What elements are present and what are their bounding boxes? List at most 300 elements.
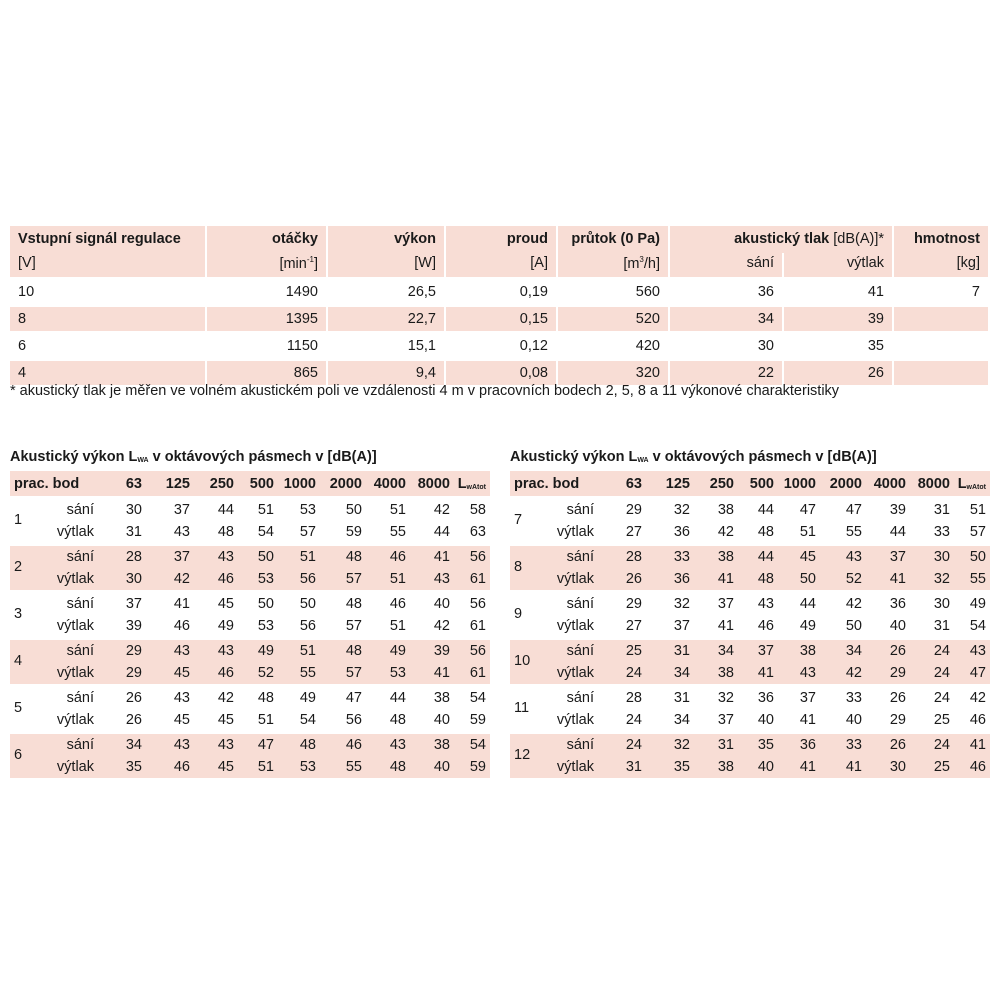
suction-value: 34: [845, 643, 862, 659]
suction-value: 44: [799, 596, 816, 612]
cell-suction: 36: [757, 284, 774, 300]
suction-value: 48: [345, 643, 362, 659]
unit-weight: [kg]: [894, 253, 988, 277]
suction-value: 43: [173, 643, 190, 659]
performance-row: [10, 361, 988, 385]
discharge-value: 52: [257, 665, 274, 681]
discharge-value: 35: [125, 759, 142, 775]
unit-suction: sání: [670, 253, 782, 277]
suction-value: 34: [125, 737, 142, 753]
discharge-value: 49: [799, 618, 816, 634]
cell-signal: 6: [18, 338, 27, 354]
operating-point-group: [10, 640, 490, 684]
discharge-value: 57: [299, 524, 316, 540]
header-flow: průtok (0 Pa): [558, 226, 668, 253]
discharge-value: 53: [257, 571, 274, 587]
cell-current: 0,19: [519, 284, 548, 300]
suction-value: 31: [673, 643, 690, 659]
suction-value: 51: [257, 502, 274, 518]
suction-value: 47: [345, 690, 362, 706]
discharge-value: 48: [389, 712, 406, 728]
operating-point-number: 10: [514, 653, 531, 669]
unit-signal: [V]: [10, 253, 205, 277]
suction-value: 42: [217, 690, 234, 706]
suction-value: 37: [717, 596, 734, 612]
suction-value: 46: [389, 596, 406, 612]
suction-value: 29: [625, 596, 642, 612]
suction-value: 51: [969, 502, 986, 518]
discharge-value: 30: [125, 571, 142, 587]
discharge-value: 25: [933, 759, 950, 775]
discharge-value: 50: [845, 618, 862, 634]
header-band: 1000: [283, 476, 316, 492]
discharge-value: 37: [717, 712, 734, 728]
suction-value: 44: [757, 549, 774, 565]
suction-value: 38: [799, 643, 816, 659]
suction-value: 49: [969, 596, 986, 612]
suction-value: 50: [969, 549, 986, 565]
cell-rpm: 1490: [285, 284, 318, 300]
cell-signal: 4: [10, 361, 205, 385]
suction-value: 24: [933, 737, 950, 753]
unit-discharge: výtlak: [784, 253, 892, 277]
header-weight: hmotnost: [894, 226, 988, 253]
discharge-line: [10, 568, 490, 590]
discharge-value: 41: [717, 571, 734, 587]
suction-label: sání: [66, 549, 94, 565]
suction-label: sání: [66, 690, 94, 706]
octave-title: [10, 449, 490, 471]
discharge-value: 29: [125, 665, 142, 681]
discharge-line: [510, 521, 990, 543]
discharge-value: 25: [933, 712, 950, 728]
performance-body: [10, 280, 988, 385]
suction-value: 54: [469, 737, 486, 753]
cell-signal: 8: [10, 307, 205, 331]
suction-value: 41: [173, 596, 190, 612]
discharge-value: 48: [389, 759, 406, 775]
suction-value: 31: [717, 737, 734, 753]
suction-value: 47: [845, 502, 862, 518]
header-point: prac. bod: [514, 476, 580, 492]
discharge-label: výtlak: [556, 571, 594, 587]
discharge-value: 46: [217, 665, 234, 681]
operating-point-group: [510, 499, 990, 543]
discharge-value: 30: [889, 759, 906, 775]
discharge-value: 44: [433, 524, 450, 540]
suction-value: 25: [625, 643, 642, 659]
octave-header-row: [510, 471, 990, 496]
suction-label: sání: [566, 549, 594, 565]
suction-value: 37: [799, 690, 816, 706]
cell-flow: 420: [635, 338, 660, 354]
operating-point-number: 4: [14, 653, 23, 669]
discharge-label: výtlak: [56, 712, 94, 728]
discharge-value: 59: [469, 712, 486, 728]
header-power: výkon: [328, 226, 444, 253]
header-band: 2000: [329, 476, 362, 492]
suction-value: 51: [299, 643, 316, 659]
suction-value: 45: [217, 596, 234, 612]
cell-power: 22,7: [328, 307, 444, 331]
suction-value: 44: [217, 502, 234, 518]
discharge-line: [10, 662, 490, 684]
suction-line: [10, 546, 490, 568]
header-band: 500: [249, 476, 274, 492]
suction-value: 39: [889, 502, 906, 518]
suction-value: 43: [173, 690, 190, 706]
suction-line: [10, 687, 490, 709]
discharge-value: 49: [217, 618, 234, 634]
suction-value: 24: [625, 737, 642, 753]
suction-value: 28: [625, 549, 642, 565]
suction-value: 33: [845, 737, 862, 753]
octave-title-sub: WA: [637, 457, 649, 464]
suction-value: 49: [299, 690, 316, 706]
cell-discharge: 26: [784, 361, 892, 385]
suction-value: 28: [625, 690, 642, 706]
suction-label: sání: [66, 643, 94, 659]
header-band: 8000: [417, 476, 450, 492]
header-band: 1000: [783, 476, 816, 492]
discharge-label: výtlak: [56, 571, 94, 587]
discharge-value: 48: [757, 524, 774, 540]
suction-value: 31: [673, 690, 690, 706]
cell-flow: 320: [558, 361, 668, 385]
suction-value: 50: [257, 596, 274, 612]
suction-value: 32: [673, 737, 690, 753]
discharge-value: 40: [889, 618, 906, 634]
discharge-value: 57: [345, 618, 362, 634]
discharge-value: 26: [625, 571, 642, 587]
header-band: 4000: [873, 476, 906, 492]
octave-title: [510, 449, 990, 471]
performance-header-row: [10, 226, 988, 253]
suction-value: 48: [257, 690, 274, 706]
discharge-value: 51: [389, 571, 406, 587]
operating-point-number: 12: [514, 747, 531, 763]
unit-rpm-pre: [min: [279, 255, 307, 272]
suction-line: [510, 546, 990, 568]
operating-point-number: 2: [14, 559, 23, 575]
suction-line: [10, 640, 490, 662]
discharge-value: 55: [845, 524, 862, 540]
discharge-value: 38: [717, 759, 734, 775]
discharge-line: [10, 615, 490, 637]
octave-table-left: [10, 449, 490, 781]
suction-value: 43: [217, 737, 234, 753]
header-total: [456, 471, 490, 496]
discharge-value: 34: [673, 712, 690, 728]
cell-rpm: 1395: [207, 307, 326, 331]
performance-row: [10, 280, 988, 304]
discharge-label: výtlak: [556, 618, 594, 634]
operating-point-group: [10, 593, 490, 637]
discharge-value: 38: [717, 665, 734, 681]
header-band: 4000: [373, 476, 406, 492]
header-band: 250: [709, 476, 734, 492]
operating-point-number: 7: [514, 512, 523, 528]
suction-label: sání: [66, 502, 94, 518]
discharge-value: 41: [433, 665, 450, 681]
cell-weight: [894, 361, 988, 385]
discharge-value: 31: [625, 759, 642, 775]
header-band: 125: [165, 476, 190, 492]
octave-title-sub: WA: [137, 457, 149, 464]
operating-point-number: 8: [514, 559, 523, 575]
header-sound-pressure-label: akustický tlak: [734, 231, 830, 247]
suction-label: sání: [566, 502, 594, 518]
footnote: * akustický tlak je měřen ve volném akustickém poli ve vzdálenosti 4 m v pracovních bodech 2, 5, 8 a 11 výkonové charakteristiky: [10, 383, 840, 399]
discharge-value: 24: [625, 665, 642, 681]
suction-label: sání: [566, 596, 594, 612]
discharge-value: 54: [257, 524, 274, 540]
discharge-value: 55: [389, 524, 406, 540]
suction-value: 41: [433, 549, 450, 565]
suction-value: 43: [173, 737, 190, 753]
octave-title-pre: Akustický výkon L: [10, 449, 138, 465]
suction-value: 39: [433, 643, 450, 659]
discharge-value: 61: [469, 618, 486, 634]
unit-power: [W]: [328, 253, 444, 277]
discharge-value: 54: [299, 712, 316, 728]
header-total: [956, 471, 990, 496]
discharge-value: 24: [933, 665, 950, 681]
suction-value: 41: [969, 737, 986, 753]
suction-value: 44: [389, 690, 406, 706]
octave-header-row: [10, 471, 490, 496]
discharge-value: 43: [799, 665, 816, 681]
performance-row: [10, 307, 988, 331]
suction-line: [10, 499, 490, 521]
discharge-value: 55: [299, 665, 316, 681]
cell-suction: 34: [670, 307, 782, 331]
suction-value: 51: [299, 549, 316, 565]
discharge-line: [10, 756, 490, 778]
discharge-value: 57: [345, 665, 362, 681]
suction-value: 30: [933, 596, 950, 612]
suction-value: 53: [299, 502, 316, 518]
suction-value: 30: [933, 549, 950, 565]
suction-value: 26: [125, 690, 142, 706]
discharge-value: 27: [625, 618, 642, 634]
cell-current: 0,12: [519, 338, 548, 354]
suction-value: 49: [257, 643, 274, 659]
discharge-label: výtlak: [556, 712, 594, 728]
suction-label: sání: [566, 643, 594, 659]
discharge-value: 46: [969, 759, 986, 775]
discharge-value: 31: [125, 524, 142, 540]
suction-value: 48: [299, 737, 316, 753]
discharge-label: výtlak: [56, 665, 94, 681]
unit-current: [A]: [446, 253, 556, 277]
suction-value: 28: [125, 549, 142, 565]
discharge-value: 46: [173, 759, 190, 775]
discharge-value: 31: [933, 618, 950, 634]
suction-value: 56: [469, 643, 486, 659]
discharge-line: [10, 709, 490, 731]
suction-line: [510, 499, 990, 521]
operating-point-number: 9: [514, 606, 523, 622]
cell-flow: 520: [558, 307, 668, 331]
unit-rpm-post: ]: [313, 255, 318, 272]
discharge-value: 41: [845, 759, 862, 775]
unit-rpm: [207, 253, 326, 277]
discharge-value: 61: [469, 571, 486, 587]
discharge-value: 55: [969, 571, 986, 587]
header-band: 250: [209, 476, 234, 492]
suction-value: 42: [969, 690, 986, 706]
suction-label: sání: [66, 596, 94, 612]
octave-title-post: v oktávových pásmech v [dB(A)]: [148, 449, 377, 465]
discharge-value: 46: [969, 712, 986, 728]
discharge-value: 37: [673, 618, 690, 634]
unit-flow-sup: 3: [639, 255, 644, 264]
operating-point-group: [510, 687, 990, 731]
discharge-value: 42: [433, 618, 450, 634]
header-band: 125: [665, 476, 690, 492]
discharge-label: výtlak: [56, 524, 94, 540]
suction-value: 50: [257, 549, 274, 565]
suction-value: 36: [889, 596, 906, 612]
header-rpm: otáčky: [207, 226, 326, 253]
discharge-value: 40: [757, 759, 774, 775]
discharge-value: 40: [433, 759, 450, 775]
cell-suction: 22: [670, 361, 782, 385]
suction-label: sání: [566, 737, 594, 753]
suction-value: 48: [345, 549, 362, 565]
suction-value: 56: [469, 549, 486, 565]
suction-line: [10, 593, 490, 615]
discharge-value: 26: [125, 712, 142, 728]
octave-table-right: [510, 449, 990, 781]
discharge-line: [510, 709, 990, 731]
discharge-value: 45: [173, 665, 190, 681]
discharge-line: [510, 756, 990, 778]
suction-value: 50: [345, 502, 362, 518]
discharge-label: výtlak: [556, 524, 594, 540]
octave-body: [10, 499, 490, 778]
suction-value: 36: [757, 690, 774, 706]
discharge-value: 29: [889, 665, 906, 681]
header-band: 2000: [829, 476, 862, 492]
discharge-value: 53: [257, 618, 274, 634]
discharge-value: 51: [257, 759, 274, 775]
suction-value: 26: [889, 643, 906, 659]
header-band: 63: [125, 476, 142, 492]
discharge-value: 35: [673, 759, 690, 775]
operating-point-group: [10, 687, 490, 731]
suction-value: 37: [125, 596, 142, 612]
operating-point-number: 1: [14, 512, 23, 528]
discharge-value: 41: [799, 759, 816, 775]
discharge-label: výtlak: [556, 665, 594, 681]
discharge-value: 40: [757, 712, 774, 728]
suction-line: [510, 593, 990, 615]
discharge-value: 45: [217, 759, 234, 775]
suction-value: 38: [433, 737, 450, 753]
operating-point-group: [10, 499, 490, 543]
discharge-value: 51: [257, 712, 274, 728]
cell-discharge: 39: [784, 307, 892, 331]
discharge-value: 48: [757, 571, 774, 587]
suction-value: 51: [389, 502, 406, 518]
discharge-value: 32: [933, 571, 950, 587]
suction-value: 40: [433, 596, 450, 612]
header-sound-pressure-unit: [dB(A)]*: [829, 231, 884, 247]
suction-value: 42: [845, 596, 862, 612]
unit-flow: [558, 253, 668, 277]
operating-point-number: 11: [514, 700, 530, 716]
discharge-line: [10, 521, 490, 543]
suction-value: 44: [757, 502, 774, 518]
operating-point-number: 5: [14, 700, 23, 716]
discharge-value: 42: [173, 571, 190, 587]
operating-point-group: [10, 734, 490, 778]
discharge-value: 59: [469, 759, 486, 775]
suction-value: 43: [969, 643, 986, 659]
discharge-line: [510, 662, 990, 684]
operating-point-group: [510, 546, 990, 590]
discharge-line: [510, 615, 990, 637]
suction-value: 24: [933, 643, 950, 659]
cell-power: 9,4: [328, 361, 444, 385]
suction-value: 33: [673, 549, 690, 565]
suction-value: 37: [173, 549, 190, 565]
cell-discharge: 35: [867, 338, 884, 354]
suction-value: 37: [173, 502, 190, 518]
unit-rpm-sup: -1: [306, 255, 314, 264]
discharge-value: 56: [345, 712, 362, 728]
suction-value: 54: [469, 690, 486, 706]
cell-suction: 30: [757, 338, 774, 354]
suction-value: 38: [717, 502, 734, 518]
suction-value: 46: [345, 737, 362, 753]
suction-value: 49: [389, 643, 406, 659]
header-total-sub: wAtot: [966, 484, 986, 491]
discharge-value: 41: [889, 571, 906, 587]
performance-row: [10, 334, 988, 358]
discharge-value: 36: [673, 524, 690, 540]
discharge-line: [510, 568, 990, 590]
suction-value: 32: [717, 690, 734, 706]
discharge-value: 41: [717, 618, 734, 634]
discharge-value: 29: [889, 712, 906, 728]
discharge-value: 33: [933, 524, 950, 540]
header-band: 500: [749, 476, 774, 492]
suction-value: 24: [933, 690, 950, 706]
header-total-pre: L: [957, 476, 967, 492]
discharge-value: 54: [969, 618, 986, 634]
cell-rpm: 865: [207, 361, 326, 385]
discharge-value: 43: [433, 571, 450, 587]
header-total-sub: wAtot: [466, 484, 486, 491]
suction-value: 48: [345, 596, 362, 612]
suction-value: 43: [217, 643, 234, 659]
header-sound-pressure: [670, 226, 892, 253]
suction-value: 47: [799, 502, 816, 518]
suction-value: 46: [389, 549, 406, 565]
suction-value: 58: [469, 502, 486, 518]
suction-value: 38: [717, 549, 734, 565]
suction-line: [510, 687, 990, 709]
discharge-value: 48: [217, 524, 234, 540]
operating-point-group: [510, 734, 990, 778]
discharge-value: 59: [345, 524, 362, 540]
discharge-value: 51: [389, 618, 406, 634]
header-signal: Vstupní signál regulace: [10, 226, 205, 253]
suction-value: 37: [889, 549, 906, 565]
